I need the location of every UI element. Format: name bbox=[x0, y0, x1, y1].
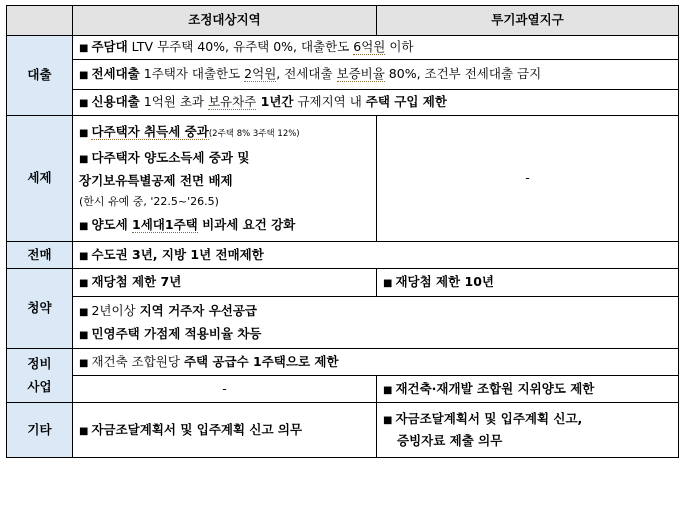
etc-adjustment-cell: ■ 자금조달계획서 및 입주계획 신고 의무 bbox=[73, 403, 377, 458]
header-speculation-zone: 투기과열지구 bbox=[377, 6, 679, 36]
redevelopment-transfer-cell: ■ 재건축·재개발 조합원 지위양도 제한 bbox=[377, 376, 679, 403]
loan-row-1 bbox=[7, 36, 679, 60]
bullet-icon: ■ bbox=[383, 278, 393, 290]
etc-row bbox=[7, 403, 679, 458]
policy-table-wrapper bbox=[6, 5, 678, 458]
regulation-comparison-table bbox=[6, 5, 679, 458]
bullet-icon: ■ bbox=[79, 220, 89, 232]
redevelopment-supply-cell: ■ 재건축 조합원당 주택 공급수 1주택으로 제한 bbox=[73, 349, 679, 376]
etc-speculation-cell: ■ 자금조달계획서 및 입주계획 신고, 증빙자료 제출 의무 bbox=[377, 403, 679, 458]
bullet-icon: ■ bbox=[79, 70, 89, 82]
bullet-icon: ■ bbox=[79, 127, 89, 139]
bullet-icon: ■ bbox=[79, 307, 89, 318]
row-label-resale: 전매 bbox=[7, 242, 73, 269]
subscription-rewin-7-cell: ■ 재당첨 제한 7년 bbox=[73, 269, 377, 297]
bullet-icon: ■ bbox=[383, 384, 393, 396]
bullet-icon: ■ bbox=[383, 414, 393, 426]
redevelopment-adjustment-cell: - bbox=[73, 376, 377, 403]
bullet-icon: ■ bbox=[79, 98, 89, 110]
header-corner-cell bbox=[7, 6, 73, 36]
tax-content-cell: ■ 다주택자 취득세 중과(2주택 8% 3주택 12%) ■ 다주택자 양도소득세 중과 및 장기보유특별공제 전면 배제 (한시 유예 중, '22.5~'26.5) ■ 양도세 1세대1주택 비과세 요건 강화 bbox=[73, 116, 377, 242]
bullet-icon: ■ bbox=[79, 154, 89, 166]
tax-speculation-cell: - bbox=[377, 116, 679, 242]
subscription-row-1 bbox=[7, 269, 679, 297]
subscription-rewin-10-cell: ■ 재당첨 제한 10년 bbox=[377, 269, 679, 297]
subscription-row-2 bbox=[7, 297, 679, 349]
header-row bbox=[7, 6, 679, 36]
bullet-icon: ■ bbox=[79, 43, 89, 55]
loan-jeonse-cell: ■ 전세대출 1주택자 대출한도 2억원, 전세대출 보증비율 80%, 조건부 전세대출 금지 bbox=[73, 60, 679, 90]
loan-row-2 bbox=[7, 60, 679, 90]
row-label-tax: 세제 bbox=[7, 116, 73, 242]
subscription-priority-cell: ■ 2년이상 지역 거주자 우선공급 ■ 민영주택 가점제 적용비율 차등 bbox=[73, 297, 679, 349]
loan-mortgage-cell: ■ 주담대 LTV 무주택 40%, 유주택 0%, 대출한도 6억원 이하 bbox=[73, 36, 679, 60]
bullet-icon: ■ bbox=[79, 425, 89, 437]
tax-row bbox=[7, 116, 679, 242]
resale-content-cell: ■ 수도권 3년, 지방 1년 전매제한 bbox=[73, 242, 679, 269]
resale-row bbox=[7, 242, 679, 269]
redevelopment-row-2 bbox=[7, 376, 679, 403]
row-label-redevelopment: 정비 사업 bbox=[7, 349, 73, 403]
row-label-etc: 기타 bbox=[7, 403, 73, 458]
row-label-subscription: 청약 bbox=[7, 269, 73, 349]
loan-credit-cell: ■ 신용대출 1억원 초과 보유차주 1년간 규제지역 내 주택 구입 제한 bbox=[73, 90, 679, 116]
bullet-icon: ■ bbox=[79, 329, 89, 341]
header-adjustment-area: 조정대상지역 bbox=[73, 6, 377, 36]
bullet-icon: ■ bbox=[79, 250, 89, 262]
redevelopment-row-1 bbox=[7, 349, 679, 376]
bullet-icon: ■ bbox=[79, 278, 89, 290]
row-label-loan: 대출 bbox=[7, 36, 73, 116]
bullet-icon: ■ bbox=[79, 357, 89, 369]
loan-row-3 bbox=[7, 90, 679, 116]
